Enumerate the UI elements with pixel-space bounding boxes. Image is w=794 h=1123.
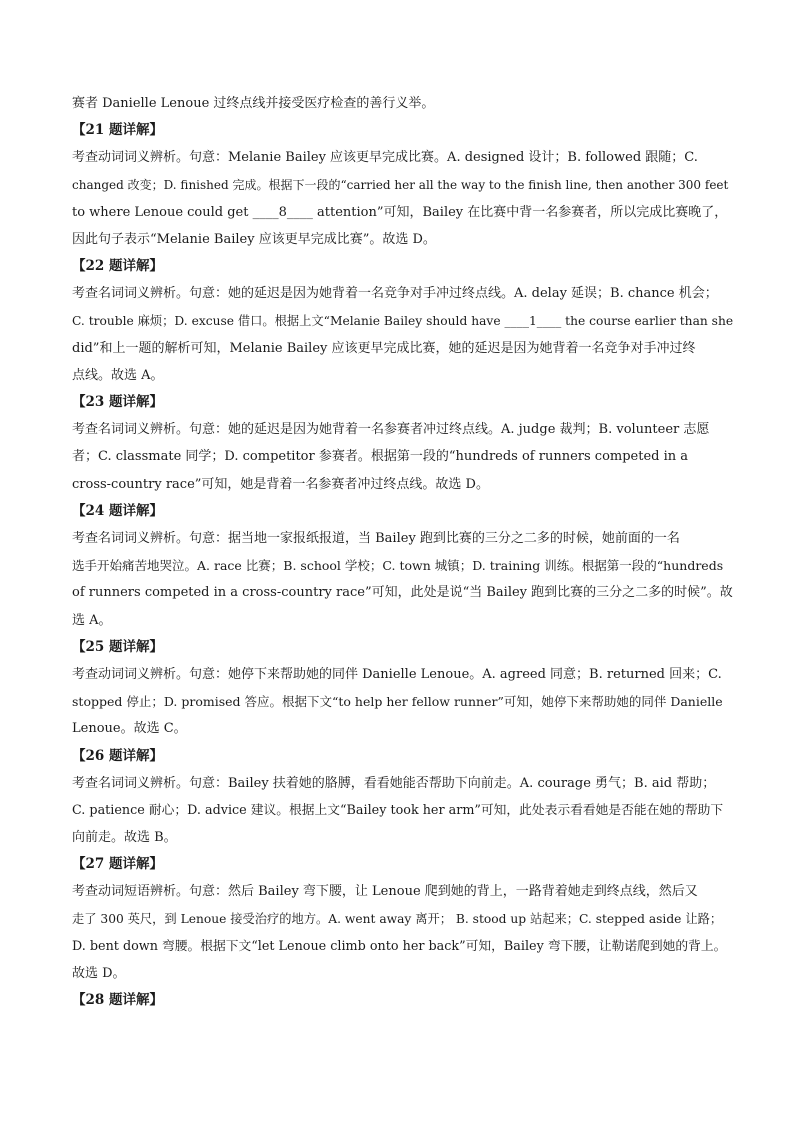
text-line: 选 A。: [72, 612, 112, 628]
text-line: C. patience 耐心；D. advice 建议。根据上文“Bailey took her arm”可知，此处表示看看她是否能在她的帮助下: [72, 802, 724, 818]
document-page: [72, 90, 734, 1014]
text-line: 赛者 Danielle Lenoue 过终点线并接受医疗检查的善行义举。: [72, 96, 435, 111]
text-line: Lenoue。故选 C。: [72, 721, 187, 737]
text-line: stopped 停止；D. promised 答应。根据下文“to help her fellow runner”可知，她停下来帮助她的同伴 Danielle: [72, 694, 723, 710]
text-line: of runners competed in a cross-country race”可知，此处是说“当 Bailey 跑到比赛的三分之二多的时候”。故: [72, 585, 733, 601]
text-line: 选手开始痛苦地哭泣。A. race 比赛；B. school 学校；C. town 城镇；D. training 训练。根据第一段的“hundreds: [72, 558, 724, 574]
text-line: 考查名词词义辨析。句意：Bailey 扶着她的胳膊，看看她能否帮助下向前走。A. courage 勇气；B. aid 帮助；: [72, 775, 716, 791]
text-line: cross-country race”可知，她是背着一名参赛者冲过终点线。故选 D。: [72, 476, 489, 492]
text-line: 故选 D。: [72, 966, 126, 981]
section-heading: 【26 题详解】: [72, 747, 163, 764]
text-line: 考查动词词义辨析。句意：Melanie Bailey 应该更早完成比赛。A. designed 设计；B. followed 跟随；C.: [72, 150, 698, 166]
section-heading: 【27 题详解】: [72, 856, 163, 873]
section-heading: 【21 题详解】: [72, 122, 163, 139]
text-line: 考查名词词义辨析。句意：她的延迟是因为她背着一名参赛者冲过终点线。A. judge 裁判；B. volunteer 志愿: [72, 422, 710, 438]
section-heading: 【22 题详解】: [72, 258, 163, 275]
text-line: 考查名词词义辨析。句意：她的延迟是因为她背着一名竞争对手冲过终点线。A. delay 延误；B. chance 机会；: [72, 286, 718, 302]
text-line: did”和上一题的解析可知，Melanie Bailey 应该更早完成比赛，她的延迟是因为她背着一名竞争对手冲过终: [72, 340, 696, 356]
text-line: 考查动词短语辨析。句意：然后 Bailey 弯下腰，让 Lenoue 爬到她的背上，一路背着她走到终点线，然后又: [72, 884, 698, 900]
text-line: to where Lenoue could get ____8____ attention”可知，Bailey 在比赛中背一名参赛者，所以完成比赛晚了，: [72, 204, 728, 220]
text-line: 点线。故选 A。: [72, 367, 164, 383]
text-line: 向前走。故选 B。: [72, 830, 177, 846]
section-heading: 【28 题详解】: [72, 992, 163, 1009]
text-line: 走了 300 英尺，到 Lenoue 接受治疗的地方。A. went away 离开； B. stood up 站起来；C. stepped aside 让路；: [72, 911, 723, 926]
text-line: C. trouble 麻烦；D. excuse 借口。根据上文“Melanie Bailey should have ____1____ the course earlier than she: [72, 313, 734, 328]
section-heading: 【23 题详解】: [72, 394, 163, 411]
text-line: D. bent down 弯腰。根据下文“let Lenoue climb onto her back”可知，Bailey 弯下腰，让勒诺爬到她的背上。: [72, 938, 727, 954]
text-line: 考查名词词义辨析。句意：据当地一家报纸报道，当 Bailey 跑到比赛的三分之二多的时候，她前面的一名: [72, 531, 680, 546]
text-line: 考查动词词义辨析。句意：她停下来帮助她的同伴 Danielle Lenoue。A. agreed 同意；B. returned 回来；C.: [72, 666, 722, 682]
section-heading: 【24 题详解】: [72, 502, 163, 519]
text-line: changed 改变；D. finished 完成。根据下一段的“carried her all the way to the finish line, then another 300 feet: [72, 177, 729, 192]
section-heading: 【25 题详解】: [72, 638, 163, 655]
text-line: 因此句子表示“Melanie Bailey 应该更早完成比赛”。故选 D。: [72, 231, 436, 247]
text-line: 者；C. classmate 同学；D. competitor 参赛者。根据第一段的“hundreds of runners competed in a: [72, 449, 689, 465]
